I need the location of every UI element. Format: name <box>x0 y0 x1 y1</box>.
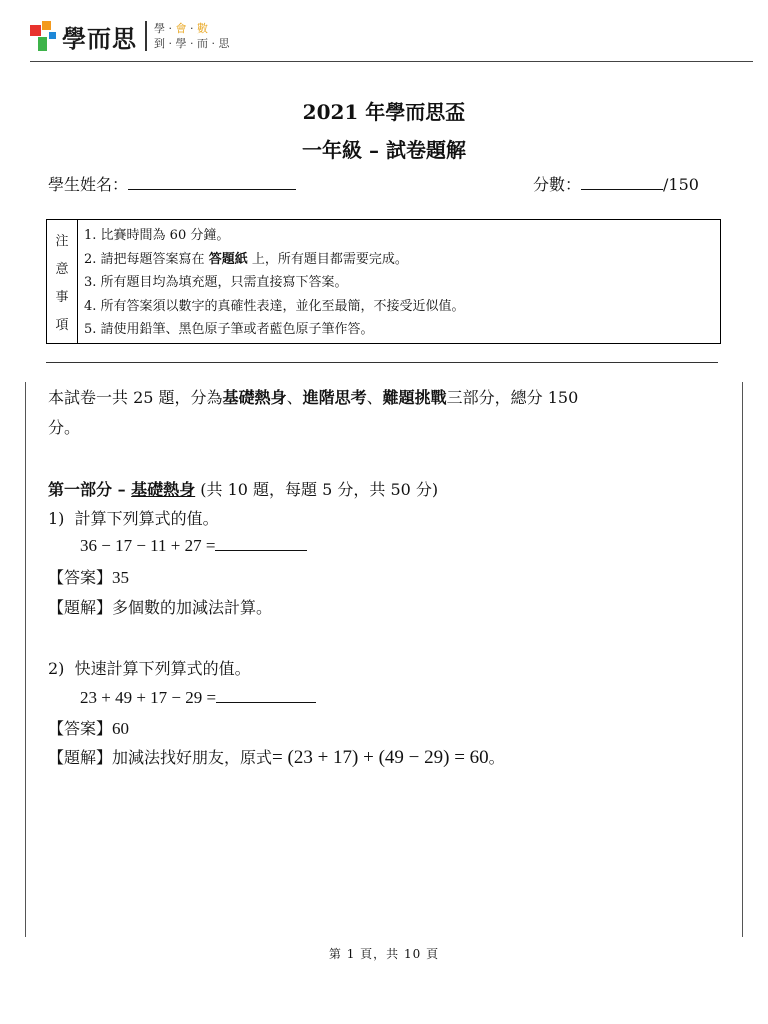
instruction-item: 3. 所有題目均為填充題，只需直接寫下答案。 <box>84 275 348 290</box>
score-label: 分數： <box>533 175 582 194</box>
score-field <box>533 172 699 195</box>
question-1-solution: 【題解】多個數的加減法計算。 <box>48 598 273 617</box>
question-2-answer: 【答案】60 <box>48 719 130 738</box>
instruction-item: 1. 比賽時間為 60 分鐘。 <box>84 228 230 243</box>
instruction-item: 4. 所有答案須以數字的真確性表達，並化至最簡，不接受近似值。 <box>84 298 465 314</box>
question-2-expression: 23 + 49 + 17 − 29 = <box>80 688 316 708</box>
instructions-list <box>78 220 720 343</box>
header-divider <box>30 61 753 62</box>
question-1-expression: 36 − 17 − 11 + 27 = <box>80 536 307 556</box>
instruction-item: 5. 請使用鉛筆、黑色原子筆或者藍色原子筆作答。 <box>84 322 374 337</box>
exam-subtitle: 一年級 – 試卷題解 <box>302 138 466 162</box>
answer-blank <box>215 549 307 551</box>
student-name-label: 學生姓名： <box>48 175 129 194</box>
question-1-answer: 【答案】35 <box>48 568 130 587</box>
right-margin-line <box>742 382 743 937</box>
brand-logo <box>30 16 229 56</box>
exam-title: 2021 年學而思盃 <box>302 100 466 124</box>
student-name-field <box>48 172 296 195</box>
question-2-prompt: 2) 快速計算下列算式的值。 <box>48 659 251 678</box>
page-footer: 第 1 頁，共 10 頁 <box>328 947 440 961</box>
section-heading: 第一部分 – 基礎熱身 (共 10 題，每題 5 分，共 50 分) <box>48 480 439 499</box>
question-1-prompt: 1) 計算下列算式的值。 <box>48 509 219 528</box>
logo-slogan: 學 · 會 · 數 到 · 學 · 而 · 思 <box>154 22 230 50</box>
instructions-box <box>46 219 721 344</box>
logo-name: 學而思 <box>62 24 137 53</box>
instruction-item: 2. 請把每題答案寫在 答題紙 上，所有題目都需要完成。 <box>84 251 408 267</box>
question-2-solution: 【題解】加減法找好朋友，原式= (23 + 17) + (49 − 29) = 60。 <box>48 747 505 768</box>
instructions-label: 注 意 事 項 <box>47 220 78 343</box>
score-blank <box>581 188 663 190</box>
intro-line-2: 分。 <box>48 418 81 437</box>
logo-mark-icon <box>30 19 56 53</box>
left-margin-line <box>25 382 26 937</box>
student-name-blank <box>128 188 296 190</box>
answer-blank <box>216 701 316 703</box>
intro-line-1: 本試卷一共 25 題，分為基礎熱身、進階思考、難題挑戰三部分，總分 150 <box>48 388 579 407</box>
section-divider <box>46 362 718 363</box>
logo-divider <box>145 21 147 51</box>
score-total: /150 <box>663 175 699 194</box>
